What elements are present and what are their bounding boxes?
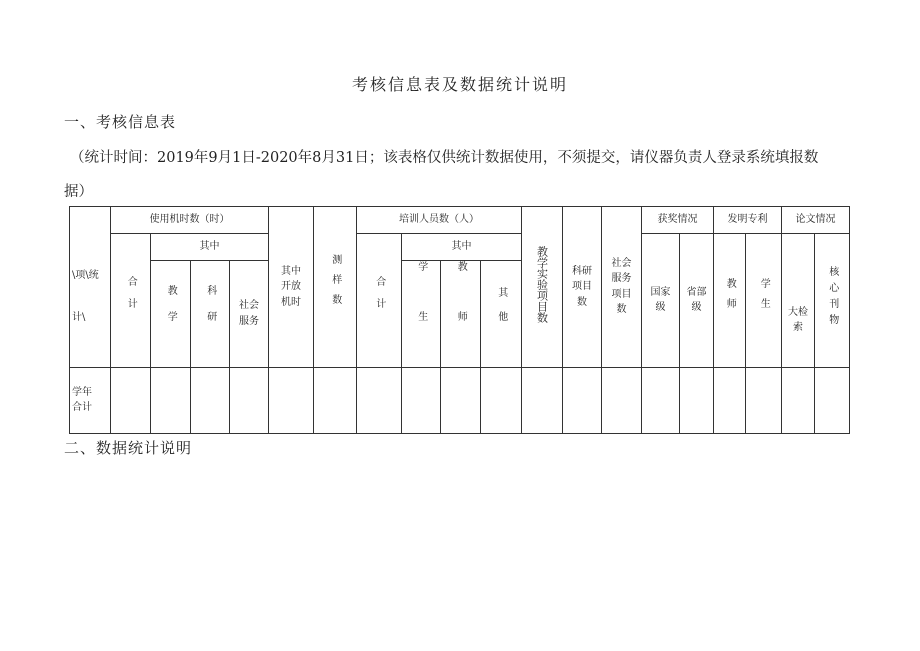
table-cell[interactable]: [269, 367, 314, 433]
header-trainees-teachers: 教师: [441, 261, 481, 368]
header-hours-teaching: 教学: [151, 261, 191, 368]
table-cell[interactable]: [111, 367, 151, 433]
header-teaching-lab-projects: 教学实验项目数: [522, 207, 563, 368]
table-cell[interactable]: [522, 367, 563, 433]
header-patents: 发明专利: [714, 207, 782, 234]
header-award-provincial: 省部级: [680, 234, 714, 368]
section-heading-data-notes: 二、数据统计说明: [64, 439, 193, 457]
statistics-note: （统计时间：2019年9月1日-2020年8月31日；该表格仅供统计数据使用，不须提交，请仪器负责人登录系统填报数: [70, 150, 819, 166]
table-cell[interactable]: [191, 367, 230, 433]
header-award-national: 国家级: [642, 234, 680, 368]
table-cell[interactable]: [602, 367, 642, 433]
header-trainees: 培训人员数（人）: [357, 207, 522, 234]
section-heading-info-table: 一、考核信息表: [64, 113, 177, 131]
table-cell[interactable]: [151, 367, 191, 433]
header-samples: 测样数: [314, 207, 357, 368]
statistics-note-continued: 据）: [64, 184, 93, 200]
header-paper-big-index: 大检索: [782, 234, 815, 368]
header-hours-research: 科研: [191, 261, 230, 368]
document-title: 考核信息表及数据统计说明: [351, 75, 568, 94]
header-paper-core-journals: 核心刊物: [815, 234, 850, 368]
table-cell[interactable]: [441, 367, 481, 433]
assessment-info-table: [69, 206, 850, 434]
table-cell[interactable]: [230, 367, 269, 433]
header-open-hours: 其中开放机时: [269, 207, 314, 368]
table-corner-header: [70, 207, 111, 368]
header-social-service-projects: 社会服务项目数: [602, 207, 642, 368]
header-hours-of-which: 其中: [151, 234, 269, 261]
row-label-year-total: 学年合计: [70, 367, 111, 433]
header-trainees-students: 学生: [402, 261, 441, 368]
header-papers: 论文情况: [782, 207, 850, 234]
header-trainees-subtotal: 合计: [357, 234, 402, 368]
table-cell[interactable]: [642, 367, 680, 433]
corner-label-bottom: 计\: [72, 311, 86, 323]
table-cell[interactable]: [746, 367, 782, 433]
table-cell[interactable]: [357, 367, 402, 433]
corner-label-top: \项\统: [72, 270, 99, 282]
header-hours-subtotal: 合计: [111, 234, 151, 368]
table-cell[interactable]: [563, 367, 602, 433]
table-cell[interactable]: [815, 367, 850, 433]
header-awards: 获奖情况: [642, 207, 714, 234]
table-cell[interactable]: [314, 367, 357, 433]
header-trainees-of-which: 其中: [402, 234, 522, 261]
header-trainees-others: 其他: [481, 261, 522, 368]
header-patent-teacher: 教师: [714, 234, 746, 368]
table-cell[interactable]: [481, 367, 522, 433]
header-research-projects: 科研项目数: [563, 207, 602, 368]
table-cell[interactable]: [782, 367, 815, 433]
header-patent-student: 学生: [746, 234, 782, 368]
table-cell[interactable]: [402, 367, 441, 433]
table-cell[interactable]: [680, 367, 714, 433]
header-hours-social-service: 社会服务: [230, 261, 269, 368]
header-machine-hours: 使用机时数（时）: [111, 207, 269, 234]
table-cell[interactable]: [714, 367, 746, 433]
